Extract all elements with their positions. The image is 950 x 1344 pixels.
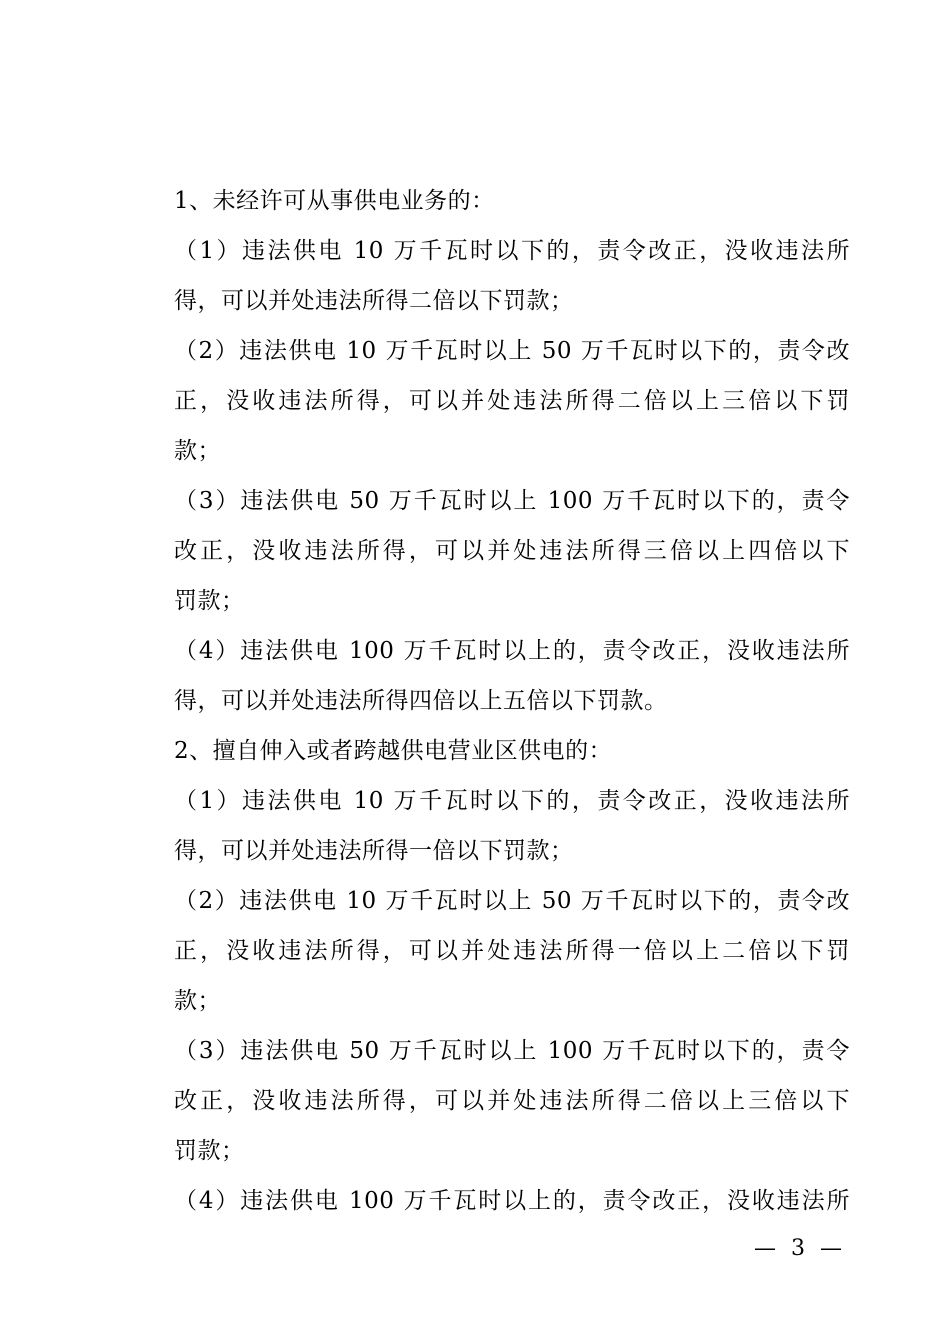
page-footer — [746, 1234, 850, 1264]
text-line: （2）违法供电 10 万千瓦时以上 50 万千瓦时以下的，责令改 — [174, 888, 850, 914]
text-line: 正，没收违法所得，可以并处违法所得二倍以上三倍以下罚 — [174, 388, 850, 414]
text-line: 得，可以并处违法所得一倍以下罚款； — [174, 838, 574, 864]
text-line: （1）违法供电 10 万千瓦时以下的，责令改正，没收违法所 — [174, 788, 850, 814]
text-line: （3）违法供电 50 万千瓦时以上 100 万千瓦时以下的，责令 — [174, 1038, 850, 1064]
document-body — [174, 176, 850, 1226]
text-line: （3）违法供电 50 万千瓦时以上 100 万千瓦时以下的，责令 — [174, 488, 850, 514]
text-line: 改正，没收违法所得，可以并处违法所得二倍以上三倍以下 — [174, 1088, 850, 1114]
section-heading: 1、未经许可从事供电业务的： — [174, 188, 495, 214]
text-line: 款； — [174, 438, 221, 464]
text-line: 得，可以并处违法所得二倍以下罚款； — [174, 288, 574, 314]
text-line: （4）违法供电 100 万千瓦时以上的，责令改正，没收违法所 — [174, 638, 850, 664]
footer-dash-left: — — [754, 1236, 776, 1261]
page-number: 3 — [791, 1236, 805, 1261]
text-line: 罚款； — [174, 1138, 245, 1164]
text-line: 正，没收违法所得，可以并处违法所得一倍以上二倍以下罚 — [174, 938, 850, 964]
text-line: （4）违法供电 100 万千瓦时以上的，责令改正，没收违法所 — [174, 1188, 850, 1214]
text-line: 款； — [174, 988, 221, 1014]
text-line: 得，可以并处违法所得四倍以上五倍以下罚款。 — [174, 688, 668, 714]
text-line: 罚款； — [174, 588, 245, 614]
section-heading: 2、擅自伸入或者跨越供电营业区供电的： — [174, 738, 613, 764]
footer-dash-right: — — [820, 1236, 842, 1261]
text-line: 改正，没收违法所得，可以并处违法所得三倍以上四倍以下 — [174, 538, 850, 564]
text-line: （2）违法供电 10 万千瓦时以上 50 万千瓦时以下的，责令改 — [174, 338, 850, 364]
text-line: （1）违法供电 10 万千瓦时以下的，责令改正，没收违法所 — [174, 238, 850, 264]
